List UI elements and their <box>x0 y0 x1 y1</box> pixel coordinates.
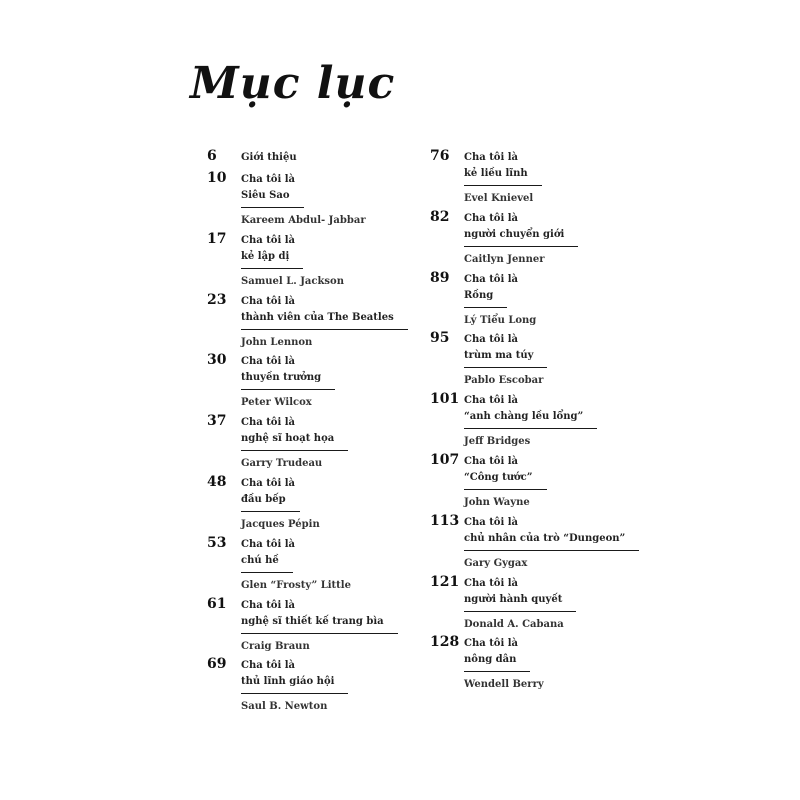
page-number: 10 <box>207 170 227 186</box>
entry-person: Lý Tiểu Long <box>464 314 537 326</box>
entry-text <box>241 658 348 715</box>
entry-prefix: Cha tôi là <box>241 356 296 368</box>
page-number: 101 <box>430 391 460 408</box>
entry-text <box>464 211 578 268</box>
entry-person: Jacques Pépin <box>241 518 320 530</box>
entry-prefix: Cha tôi là <box>241 599 296 611</box>
entry-prefix: Cha tôi là <box>241 417 296 429</box>
page-number: 30 <box>207 352 227 369</box>
entry-title: nông dân <box>464 652 530 672</box>
entry-person: Peter Wilcox <box>241 397 312 409</box>
entry-title: kẻ liều lĩnh <box>464 166 542 186</box>
entry-person: Kareem Abdul- Jabbar <box>241 215 366 226</box>
entry-text <box>464 576 576 633</box>
entry-title: “anh chàng lều lổng” <box>464 409 597 429</box>
entry-text <box>241 294 408 351</box>
entry-prefix: Cha tôi là <box>241 477 296 489</box>
page-number: 107 <box>430 451 460 468</box>
entry-person: Evel Knievel <box>464 193 534 204</box>
entry-prefix: Cha tôi là <box>241 174 296 185</box>
entry-prefix: Cha tôi là <box>241 234 296 246</box>
page-title: Mục lục <box>190 58 396 109</box>
entry-text <box>464 636 544 693</box>
entry-title: Siêu Sao <box>241 188 304 208</box>
entry-prefix: Cha tôi là <box>241 295 296 307</box>
entry-title: người chuyển giới <box>464 227 578 247</box>
page-number: 76 <box>430 148 450 164</box>
entry-text <box>464 272 536 329</box>
entry-person: Donald A. Cabana <box>464 618 564 630</box>
entry-text <box>241 172 366 229</box>
entry-text <box>464 393 597 450</box>
page-number: 128 <box>430 634 460 651</box>
entry-title: kẻ lập dị <box>241 249 303 269</box>
entry-prefix: Cha tôi là <box>464 273 519 285</box>
page-number: 23 <box>207 291 227 308</box>
entry-prefix: Cha tôi là <box>464 638 519 650</box>
entry-person: Pablo Escobar <box>464 375 544 387</box>
page-number: 95 <box>430 330 450 347</box>
entry-text <box>464 515 639 572</box>
page-number: 89 <box>430 269 450 286</box>
entry-prefix: Cha tôi là <box>464 334 519 346</box>
entry-person: Jeff Bridges <box>464 436 531 448</box>
page-number: 113 <box>430 512 460 529</box>
page-number: 82 <box>430 208 450 225</box>
entry-prefix: Cha tôi là <box>464 395 519 407</box>
entry-text <box>241 415 348 472</box>
entry-title: nghệ sĩ thiết kế trang bìa <box>241 614 398 634</box>
entry-prefix: Cha tôi là <box>464 577 519 589</box>
entry-person: John Lennon <box>241 336 313 348</box>
entry-prefix: Cha tôi là <box>241 660 296 672</box>
entry-text <box>241 598 398 655</box>
page-number: 61 <box>207 595 227 612</box>
entry-text <box>241 476 320 533</box>
entry-text <box>464 454 547 511</box>
page-number: 69 <box>207 656 227 673</box>
entry-text <box>241 354 335 411</box>
page-number: 53 <box>207 534 227 551</box>
entry-title: người hành quyết <box>464 592 576 612</box>
page-number: 121 <box>430 573 460 590</box>
entry-title: thuyền trưởng <box>241 370 335 390</box>
entry-person: Gary Gygax <box>464 557 528 569</box>
entry-person: Caitlyn Jenner <box>464 253 545 265</box>
entry-text <box>464 332 547 389</box>
entry-person: Samuel L. Jackson <box>241 275 344 287</box>
entry-title: Rồng <box>464 288 507 308</box>
entry-text <box>241 233 344 290</box>
entry-person: Glen “Frosty” Little <box>241 579 351 591</box>
entry-person: Craig Braun <box>241 640 310 652</box>
entry-title: nghệ sĩ hoạt họa <box>241 431 348 451</box>
page-number: 37 <box>207 413 227 430</box>
entry-title: chú hề <box>241 553 293 573</box>
page-number: 6 <box>207 148 217 164</box>
entry-person: John Wayne <box>464 496 530 508</box>
entry-title: thành viên của The Beatles <box>241 310 408 330</box>
entry-text <box>241 537 351 594</box>
entry-title: đầu bếp <box>241 492 300 512</box>
entry-title: thủ lĩnh giáo hội <box>241 674 348 694</box>
entry-title: chủ nhân của trò “Dungeon” <box>464 531 639 551</box>
entry-prefix: Cha tôi là <box>464 212 519 224</box>
entry-title: “Công tước” <box>464 470 547 490</box>
entry-label: Giới thiệu <box>241 152 297 163</box>
entry-prefix: Cha tôi là <box>241 538 296 550</box>
entry-prefix: Cha tôi là <box>464 516 519 528</box>
entry-prefix: Cha tôi là <box>464 455 519 467</box>
page-number: 17 <box>207 230 227 247</box>
entry-person: Garry Trudeau <box>241 458 323 470</box>
page-number: 48 <box>207 473 227 490</box>
entry-person: Saul B. Newton <box>241 701 328 713</box>
entry-text <box>464 150 542 207</box>
entry-person: Wendell Berry <box>464 679 544 691</box>
entry-title: trùm ma túy <box>464 348 547 368</box>
entry-prefix: Cha tôi là <box>464 152 519 163</box>
